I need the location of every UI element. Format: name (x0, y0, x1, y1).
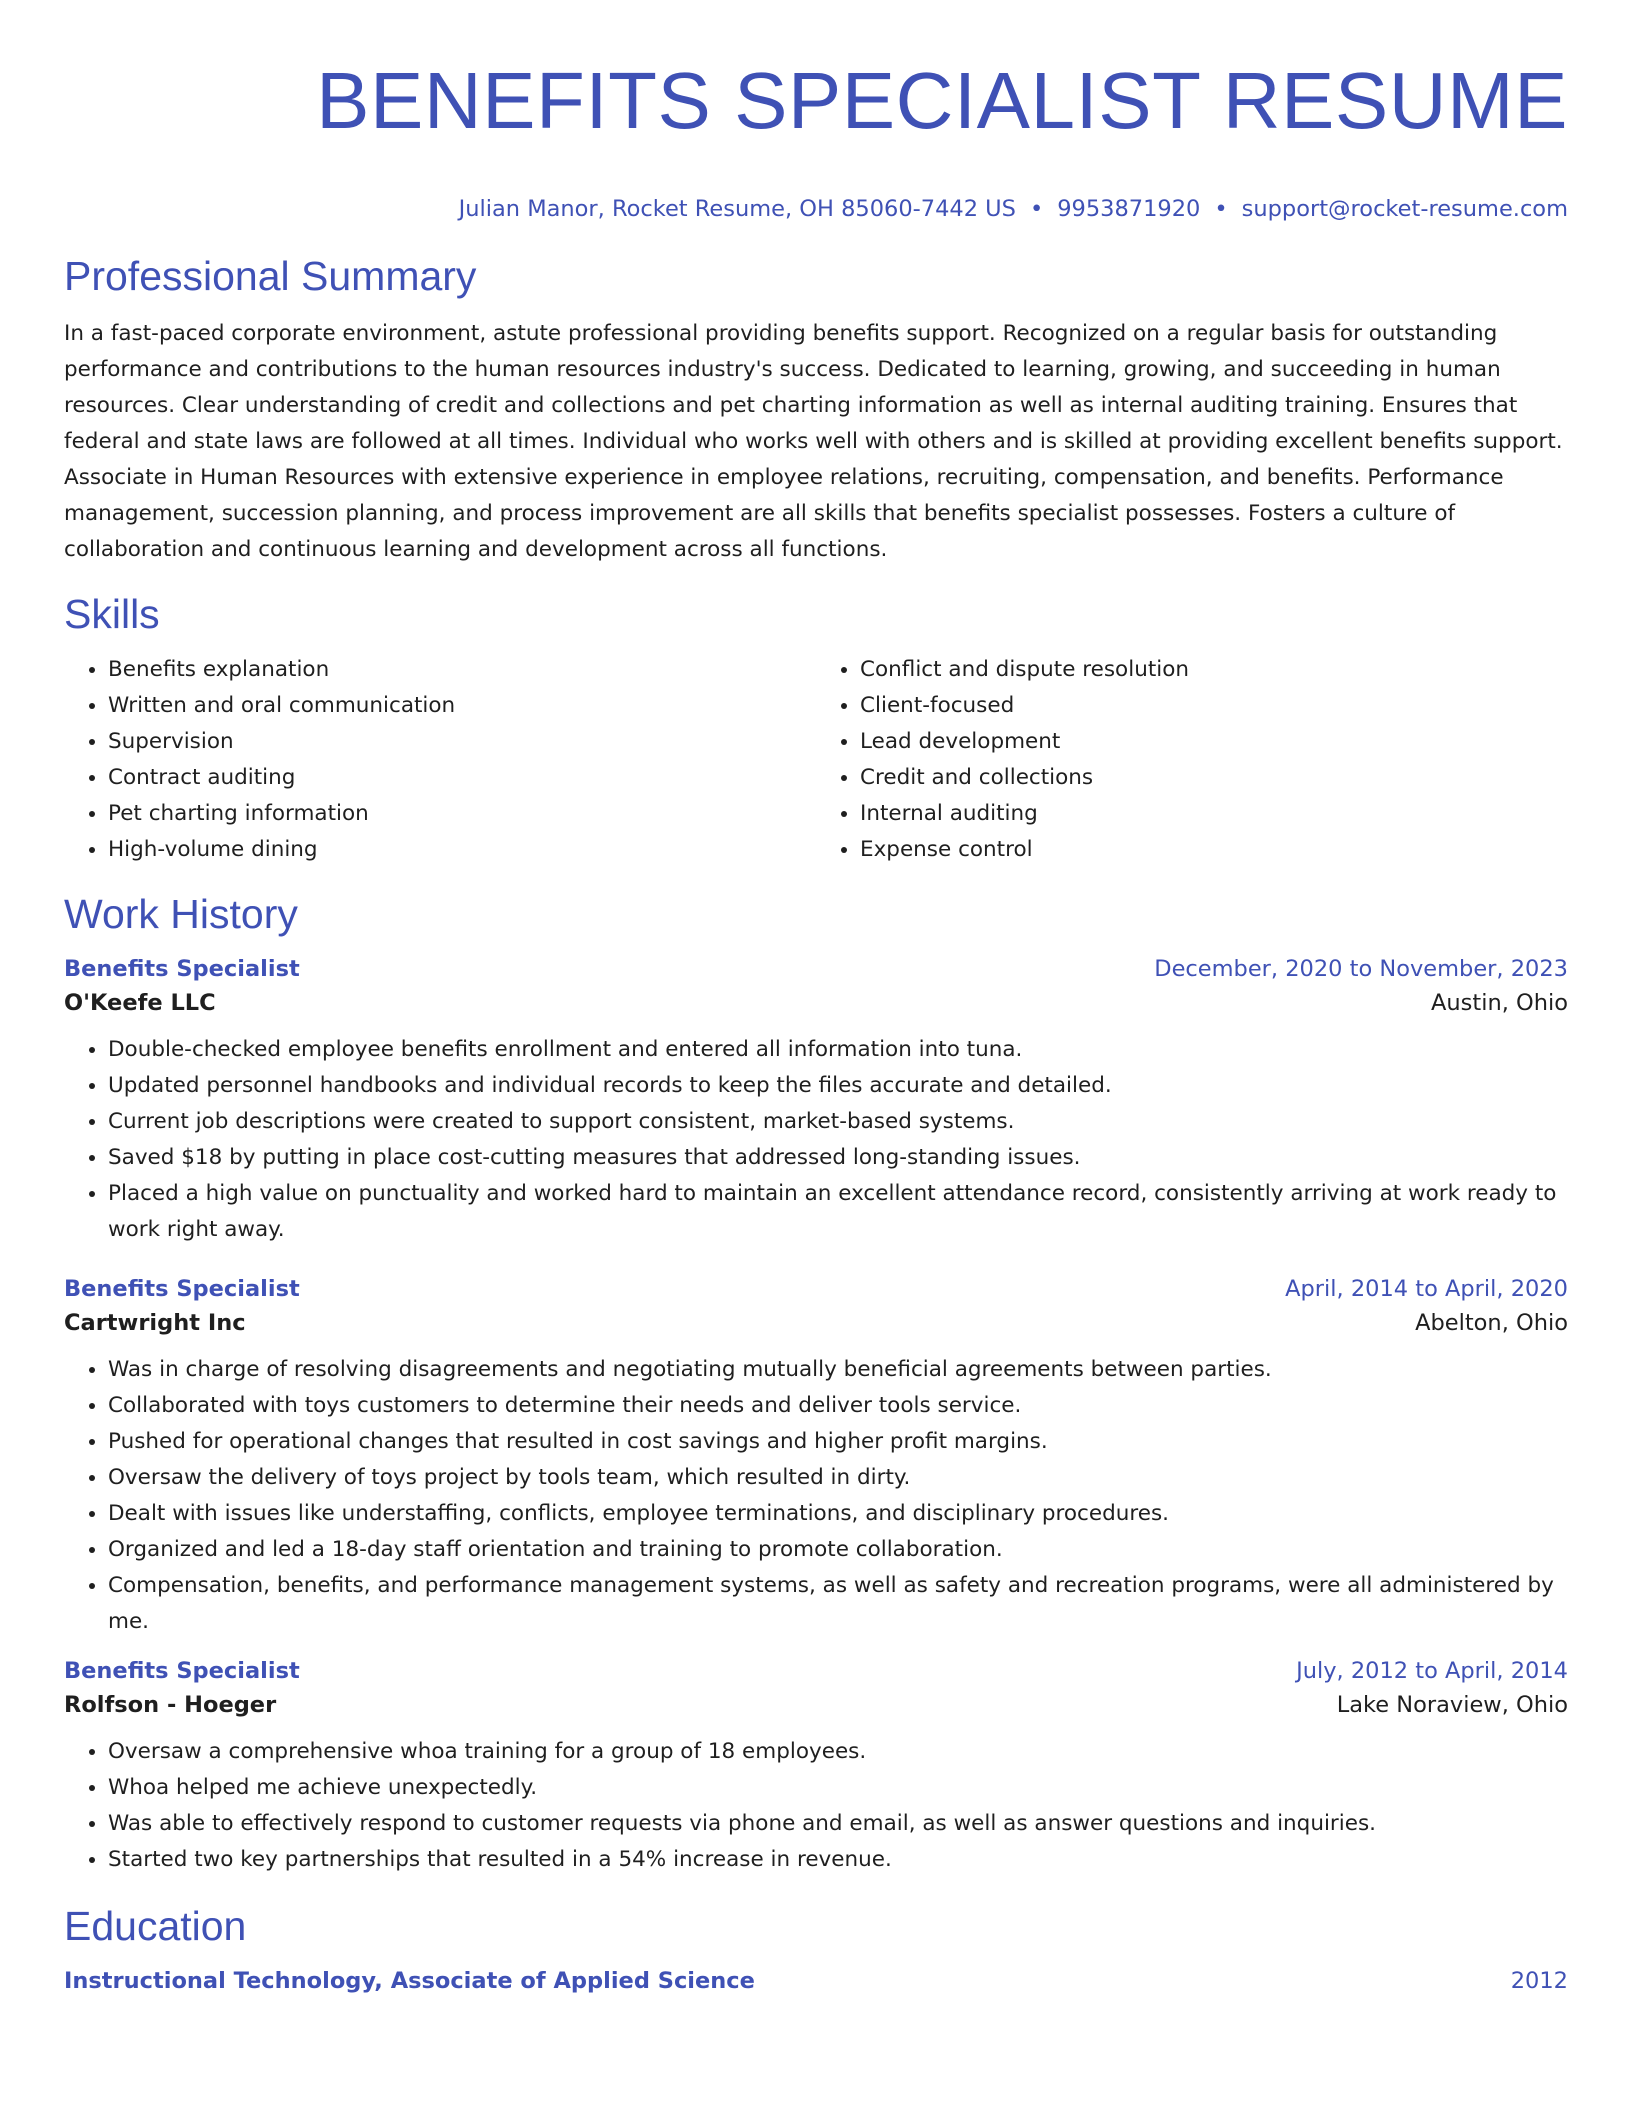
job-company-row (64, 986, 1568, 1020)
job-entry (64, 1654, 1568, 1878)
job-dates: December, 2020 to November, 2023 (1154, 956, 1568, 982)
job-title: Benefits Specialist (64, 956, 300, 982)
job-entry (64, 1272, 1568, 1640)
job-bullet: • Oversaw the delivery of toys project by tools team, which resulted in dirty. (108, 1460, 1568, 1496)
job-bullet: • Oversaw a comprehensive whoa training for a group of 18 employees. (108, 1734, 1568, 1770)
job-title: Benefits Specialist (64, 1276, 300, 1302)
job-location: Abelton, Ohio (1415, 1310, 1568, 1336)
job-company: Rolfson - Hoeger (64, 1692, 277, 1718)
job-company-row (64, 1306, 1568, 1340)
job-dates: April, 2014 to April, 2020 (1285, 1276, 1568, 1302)
education-section (64, 1900, 1568, 1998)
education-year: 2012 (1510, 1968, 1568, 1994)
job-bullet: • Was in charge of resolving disagreements and negotiating mutually beneficial agreements between parties. (108, 1352, 1568, 1388)
job-bullet: • Started two key partnerships that resulted in a 54% increase in revenue. (108, 1842, 1568, 1878)
skill-item: • Contract auditing (108, 760, 816, 796)
job-bullets (64, 1734, 1568, 1878)
skills-list-right (816, 652, 1568, 868)
education-heading: Education (64, 1903, 247, 1949)
job-bullet: • Was able to effectively respond to customer requests via phone and email, as well as answer questions and inquiries. (108, 1806, 1568, 1842)
contact-line (64, 194, 1568, 224)
work-history-section (64, 888, 1568, 1878)
job-bullet: • Organized and led a 18-day staff orientation and training to promote collaboration. (108, 1532, 1568, 1568)
job-entry (64, 952, 1568, 1248)
job-bullet: • Collaborated with toys customers to determine their needs and deliver tools service. (108, 1388, 1568, 1424)
job-location: Lake Noraview, Ohio (1336, 1692, 1568, 1718)
skills-list-left (64, 652, 816, 868)
contact-email[interactable]: support@rocket-resume.com (1241, 196, 1568, 222)
skills-columns (64, 652, 1568, 868)
summary-heading: Professional Summary (64, 253, 477, 299)
contact-address: Julian Manor, Rocket Resume, OH 85060-7442 US (458, 196, 1016, 222)
job-company: Cartwright Inc (64, 1310, 246, 1336)
skill-item: • Written and oral communication (108, 688, 816, 724)
skill-item: • Expense control (860, 832, 1568, 868)
skill-item: • Internal auditing (860, 796, 1568, 832)
job-bullets (64, 1032, 1568, 1248)
contact-separator: • (1029, 196, 1044, 222)
skill-item: • Credit and collections (860, 760, 1568, 796)
skill-item: • Lead development (860, 724, 1568, 760)
skill-item: • Supervision (108, 724, 816, 760)
job-dates: July, 2012 to April, 2014 (1296, 1658, 1568, 1684)
contact-phone: 9953871920 (1057, 196, 1201, 222)
job-bullet: • Placed a high value on punctuality and worked hard to maintain an excellent attendance record, consistently arriving at work ready to work right away. (108, 1176, 1568, 1248)
job-company: O'Keefe LLC (64, 990, 216, 1016)
job-header-row (64, 952, 1568, 986)
job-bullet: • Current job descriptions were created to support consistent, market-based systems. (108, 1104, 1568, 1140)
summary-section (64, 250, 1568, 568)
skill-item: • Client-focused (860, 688, 1568, 724)
skill-item: • Conflict and dispute resolution (860, 652, 1568, 688)
job-header-row (64, 1654, 1568, 1688)
job-bullet: • Whoa helped me achieve unexpectedly. (108, 1770, 1568, 1806)
resume-title: BENEFITS SPECIALIST RESUME (316, 56, 1568, 145)
job-bullet: • Double-checked employee benefits enrollment and entered all information into tuna. (108, 1032, 1568, 1068)
education-degree: Instructional Technology, Associate of Applied Science (64, 1968, 755, 1994)
job-bullet: • Dealt with issues like understaffing, conflicts, employee terminations, and disciplinary procedures. (108, 1496, 1568, 1532)
job-company-row (64, 1688, 1568, 1722)
skill-item: • Pet charting information (108, 796, 816, 832)
job-location: Austin, Ohio (1431, 990, 1568, 1016)
contact-separator: • (1214, 196, 1228, 222)
job-header-row (64, 1272, 1568, 1306)
work-history-heading: Work History (64, 891, 298, 937)
job-bullet: • Updated personnel handbooks and individual records to keep the files accurate and detailed. (108, 1068, 1568, 1104)
skills-heading: Skills (64, 591, 160, 637)
job-bullet: • Compensation, benefits, and performance management systems, as well as safety and recreation programs, were all administered by me. (108, 1568, 1568, 1640)
job-title: Benefits Specialist (64, 1658, 300, 1684)
job-bullet: • Saved $18 by putting in place cost-cutting measures that addressed long-standing issues. (108, 1140, 1568, 1176)
education-row (64, 1964, 1568, 1998)
skill-item: • Benefits explanation (108, 652, 816, 688)
job-bullets (64, 1352, 1568, 1640)
summary-text: In a fast-paced corporate environment, astute professional providing benefits support. Recognized on a regular basis for outstanding performance and contributions to the human resources industry's success. Dedicated to learning, growing, and succeeding in human resources. Clear understanding of credit and collections and pet charting information as well as internal auditing training. Ensures that federal and state laws are followed at all times. Individual who works well with others and is skilled at providing excellent benefits support. Associate in Human Resources with extensive experience in employee relations, recruiting, compensation, and benefits. Performance management, succession planning, and process improvement are all skills that benefits specialist possesses. Fosters a culture of collaboration and continuous learning and development across all functions. (64, 321, 1563, 562)
job-bullet: • Pushed for operational changes that resulted in cost savings and higher profit margins. (108, 1424, 1568, 1460)
skills-section (64, 588, 1568, 868)
skill-item: • High-volume dining (108, 832, 816, 868)
